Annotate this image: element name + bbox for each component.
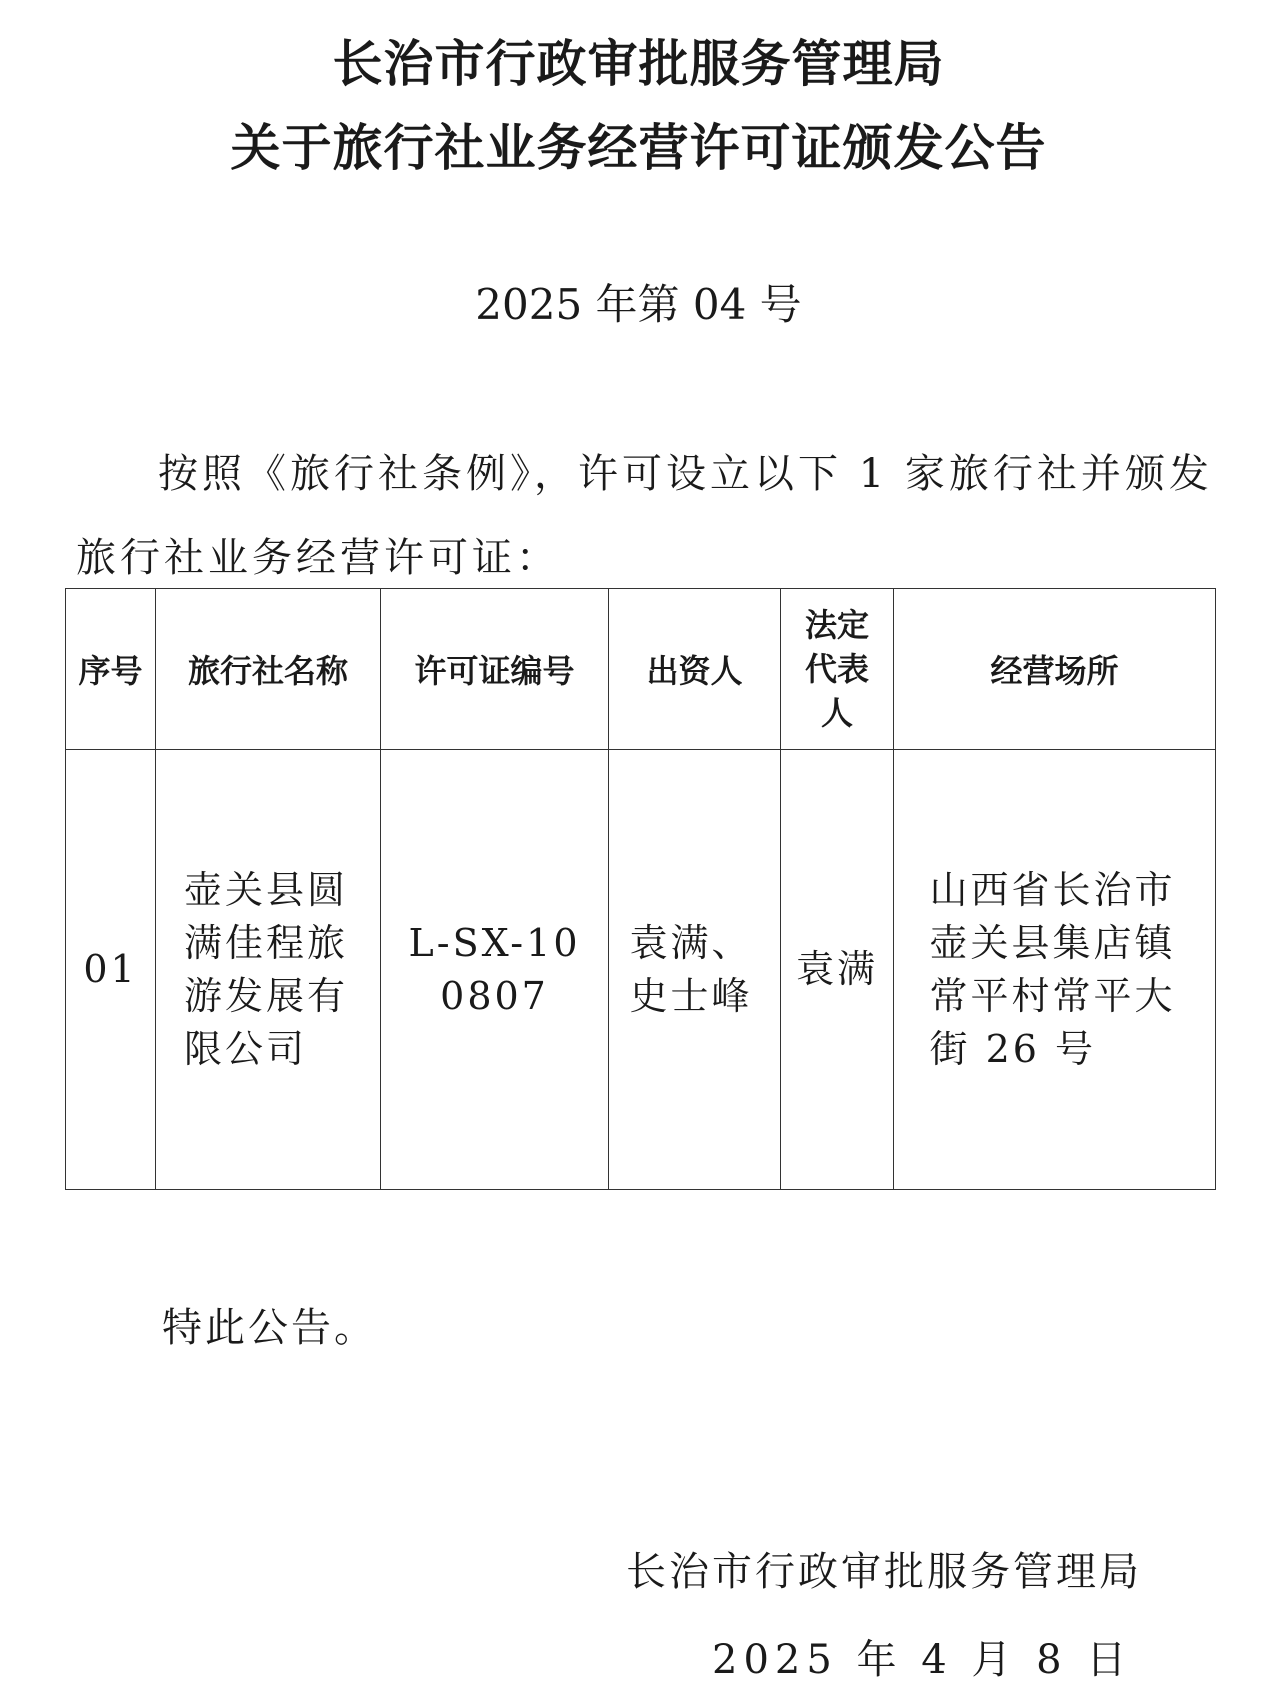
table-header-row	[66, 589, 1216, 750]
table-row	[66, 750, 1216, 1190]
cell-legal-rep: 袁满	[781, 750, 894, 1190]
intro-paragraph-line1: 按照《旅行社条例》，许可设立以下 1 家旅行社并颁发	[158, 451, 1213, 497]
header-premises: 经营场所	[894, 589, 1216, 750]
premises-text: 山西省长治市壶关县集店镇常平村常平大街 26 号	[929, 867, 1176, 1071]
cell-agency-name	[156, 750, 381, 1190]
announcement-title-line1: 长治市行政审批服务管理局	[332, 35, 945, 93]
header-investors: 出资人	[609, 589, 781, 750]
closing-remark: 特此公告。	[162, 1305, 377, 1351]
signature-organization: 长治市行政审批服务管理局	[626, 1549, 1142, 1595]
header-agency-name: 旅行社名称	[156, 589, 381, 750]
license-no-text: L-SX-100807	[408, 920, 581, 1018]
cell-license-no	[381, 750, 609, 1190]
document-number: 2025 年第 04 号	[475, 280, 802, 329]
agency-name-text: 壶关县圆满佳程旅游发展有限公司	[184, 867, 349, 1071]
header-legal-rep-label: 法定代表人	[804, 606, 869, 732]
intro-paragraph-line2: 旅行社业务经营许可证：	[76, 535, 560, 581]
cell-investors	[609, 750, 781, 1190]
header-seq: 序号	[66, 589, 156, 750]
license-table	[65, 588, 1216, 1190]
header-license-no: 许可证编号	[381, 589, 609, 750]
cell-premises	[894, 750, 1216, 1190]
announcement-title-line2: 关于旅行社业务经营许可证颁发公告	[230, 119, 1047, 177]
signature-date: 2025 年 4 月 8 日	[712, 1637, 1133, 1683]
header-legal-rep	[781, 589, 894, 750]
investors-text: 袁满、史士峰	[629, 920, 753, 1018]
cell-seq: 01	[66, 750, 156, 1190]
